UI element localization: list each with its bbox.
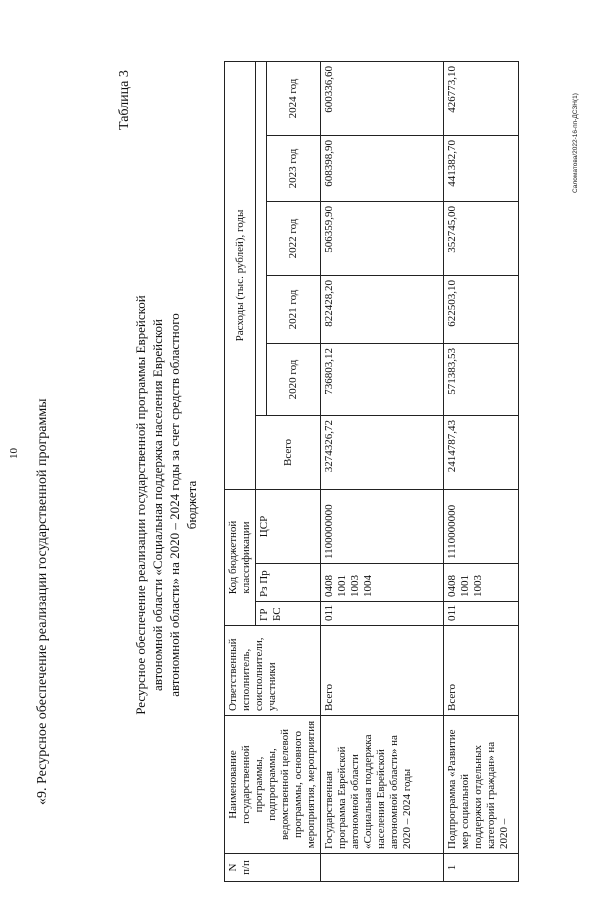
header-grbs: ГР БС [256,602,321,626]
row-csr: 1100000000 [321,490,444,564]
row-2020: 571383,53 [444,344,519,416]
header-years-spacer [256,61,267,415]
header-year-2020: 2020 год [267,344,321,416]
header-expenses: Расходы (тыс. рублей), годы [225,61,256,489]
header-num: N п/п [225,854,321,882]
footer-code: Саломатова/2022-16-пп-ДСЗН(1) [572,93,579,193]
row-2023: 608398,90 [321,136,444,202]
row-exec: Всего [444,626,519,716]
row-total: 2414787,43 [444,416,519,490]
row-grbs: 011 [444,602,519,626]
row-rzpr: 0408 1001 1003 [444,564,519,602]
header-csr: ЦСР [256,490,321,564]
header-row-1 [225,61,256,881]
header-exec: Ответственный исполнитель, соисполнители, участники [225,626,321,716]
row-2024: 600336,60 [321,61,444,135]
table-label: Таблица 3 [117,70,132,130]
table-row [321,61,444,881]
header-year-2024: 2024 год [267,61,321,135]
row-name: Подпрограмма «Развитие мер социальной поддержки отдельных категорий граждан» на 2020 – [444,716,519,854]
row-2020: 736803,12 [321,344,444,416]
header-name: Наименование государственной программы, подпрограммы, ведомственной целевой программы, основного мероприятия, мероприятия [225,716,321,854]
header-year-2021: 2021 год [267,276,321,344]
header-year-2022: 2022 год [267,202,321,276]
row-2021: 822428,20 [321,276,444,344]
row-name: Государственная программа Еврейской автономной области «Социальная поддержка населения Еврейской автономной области» на 2020 – 2024 годы [321,716,444,854]
header-code: Код бюджетной классификации [225,490,256,626]
row-grbs: 011 [321,602,444,626]
row-csr: 1110000000 [444,490,519,564]
page-number: 10 [8,448,20,459]
row-2022: 352745,00 [444,202,519,276]
row-2023: 441382,70 [444,136,519,202]
header-rzpr: Рз Пр [256,564,321,602]
row-2024: 426773,10 [444,61,519,135]
row-total: 3274326,72 [321,416,444,490]
header-total: Всего [256,416,321,490]
row-num: 1 [444,854,519,882]
section-title: «9. Ресурсное обеспечение реализации государственной программы [35,398,50,805]
table-row [444,61,519,881]
row-2022: 506359,90 [321,202,444,276]
header-year-2023: 2023 год [267,136,321,202]
row-num [321,854,444,882]
row-2021: 622503,10 [444,276,519,344]
resources-table [224,61,519,882]
table-caption: Ресурсное обеспечение реализации государственной программы Еврейской автономной области «Социальная поддержка населения Еврейской автономной области» на 2020 – 2024 годы за счет средств областного бюджета [133,295,199,715]
row-rzpr: 0408 1001 1003 1004 [321,564,444,602]
row-exec: Всего [321,626,444,716]
